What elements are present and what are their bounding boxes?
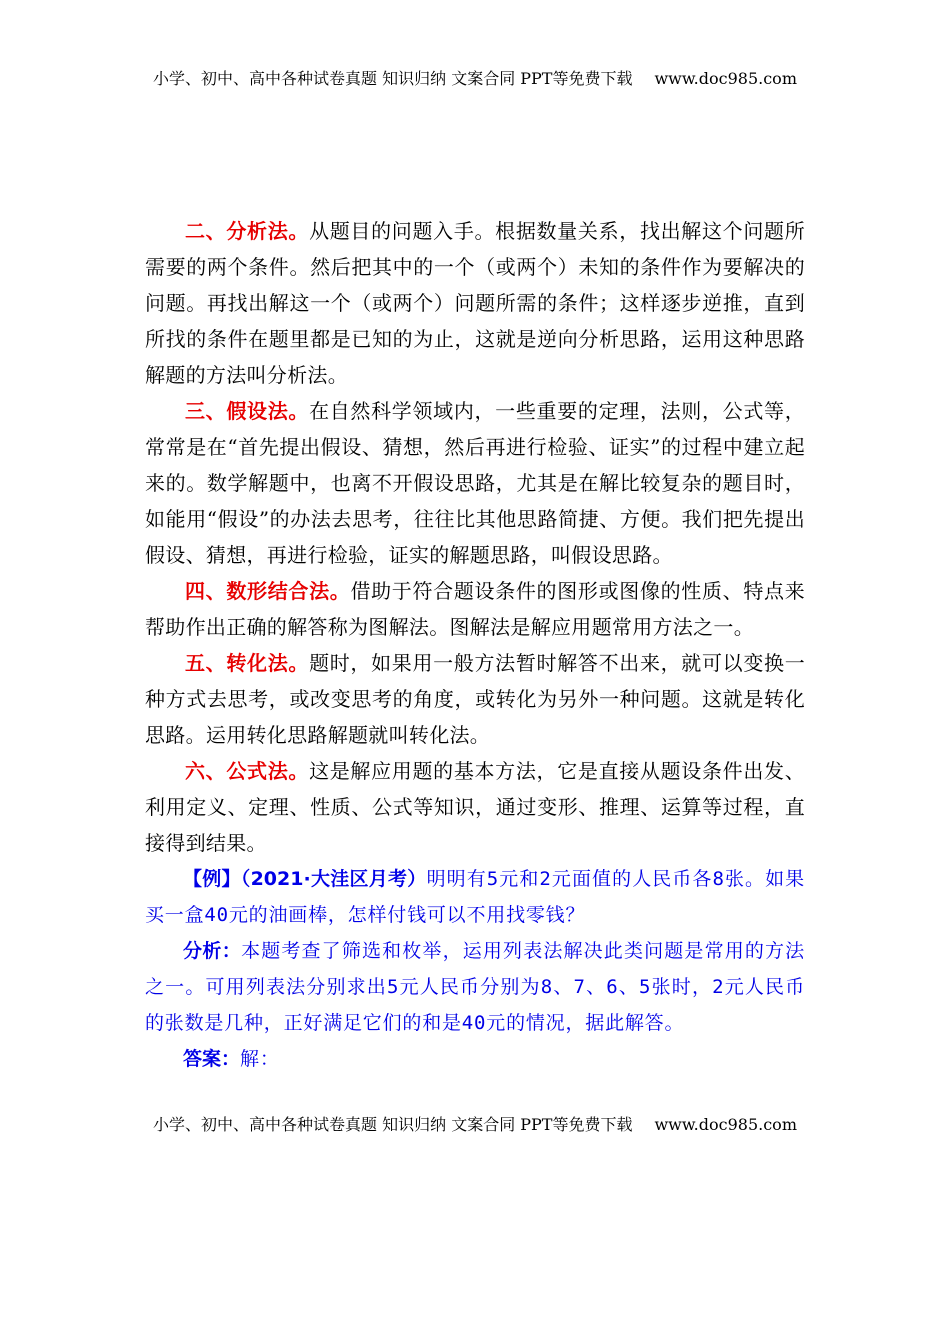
example-label: 【例】（2021·大洼区月考） xyxy=(183,868,427,890)
section-heading: 三、假设法。 xyxy=(185,399,310,423)
analysis-label: 分析： xyxy=(183,940,242,962)
section-heading: 五、转化法。 xyxy=(185,651,310,675)
section-body: 从题目的问题入手。根据数量关系，找出解这个问题所需要的两个条件。然后把其中的一个（或两个）未知的条件作为要解决的问题。再找出解这一个（或两个）问题所需的条件；这样逐步逆推，直到所找的条件在题里都是已知的为止，这就是逆向分析思路，运用这种思路解题的方法叫分析法。 xyxy=(145,219,805,387)
example-answer xyxy=(145,1041,805,1077)
header-promo-text: 小学、初中、高中各种试卷真题 知识归纳 文案合同 PPT等免费下载 xyxy=(153,69,633,88)
section-transform-method xyxy=(145,645,805,753)
section-heading: 六、公式法。 xyxy=(185,759,310,783)
section-body: 借助于符合题设条件的图形或图像的性质、特点来帮助作出正确的解答称为图解法。图解法是解应用题常用方法之一。 xyxy=(145,579,805,639)
section-body: 题时，如果用一般方法暂时解答不出来，就可以变换一种方式去思考，或改变思考的角度，或转化为另外一种问题。这就是转化思路。运用转化思路解题就叫转化法。 xyxy=(145,651,805,747)
example-question xyxy=(145,861,805,933)
page-header xyxy=(0,68,950,90)
section-graph-method xyxy=(145,573,805,645)
header-website-link[interactable]: www.doc985.com xyxy=(654,69,797,88)
footer-website-link[interactable]: www.doc985.com xyxy=(654,1115,797,1134)
section-formula-method xyxy=(145,753,805,861)
page-footer xyxy=(0,1114,950,1136)
section-heading: 四、数形结合法。 xyxy=(185,579,351,603)
example-text: 明明有5元和2元面值的人民币各8张。如果买一盒40元的油画棒，怎样付钱可以不用找零钱？ xyxy=(145,868,805,926)
section-body: 这是解应用题的基本方法，它是直接从题设条件出发、利用定义、定理、性质、公式等知识，通过变形、推理、运算等过程，直接得到结果。 xyxy=(145,759,805,855)
document-body xyxy=(145,213,805,1077)
section-heading: 二、分析法。 xyxy=(185,219,310,243)
section-hypothesis-method xyxy=(145,393,805,573)
section-analysis-method xyxy=(145,213,805,393)
answer-text: 解： xyxy=(240,1048,280,1070)
analysis-text: 本题考查了筛选和枚举，运用列表法解决此类问题是常用的方法之一。可用列表法分别求出5元人民币分别为8、7、6、5张时，2元人民币的张数是几种，正好满足它们的和是40元的情况，据此解答。 xyxy=(145,940,805,1034)
section-body: 在自然科学领域内，一些重要的定理，法则，公式等，常常是在“首先提出假设、猜想，然后再进行检验、证实”的过程中建立起来的。数学解题中，也离不开假设思路，尤其是在解比较复杂的题目时，如能用“假设”的办法去思考，往往比其他思路简捷、方便。我们把先提出假设、猜想，再进行检验，证实的解题思路，叫假设思路。 xyxy=(145,399,805,567)
footer-promo-text: 小学、初中、高中各种试卷真题 知识归纳 文案合同 PPT等免费下载 xyxy=(153,1115,633,1134)
example-analysis xyxy=(145,933,805,1041)
answer-label: 答案： xyxy=(183,1048,241,1070)
